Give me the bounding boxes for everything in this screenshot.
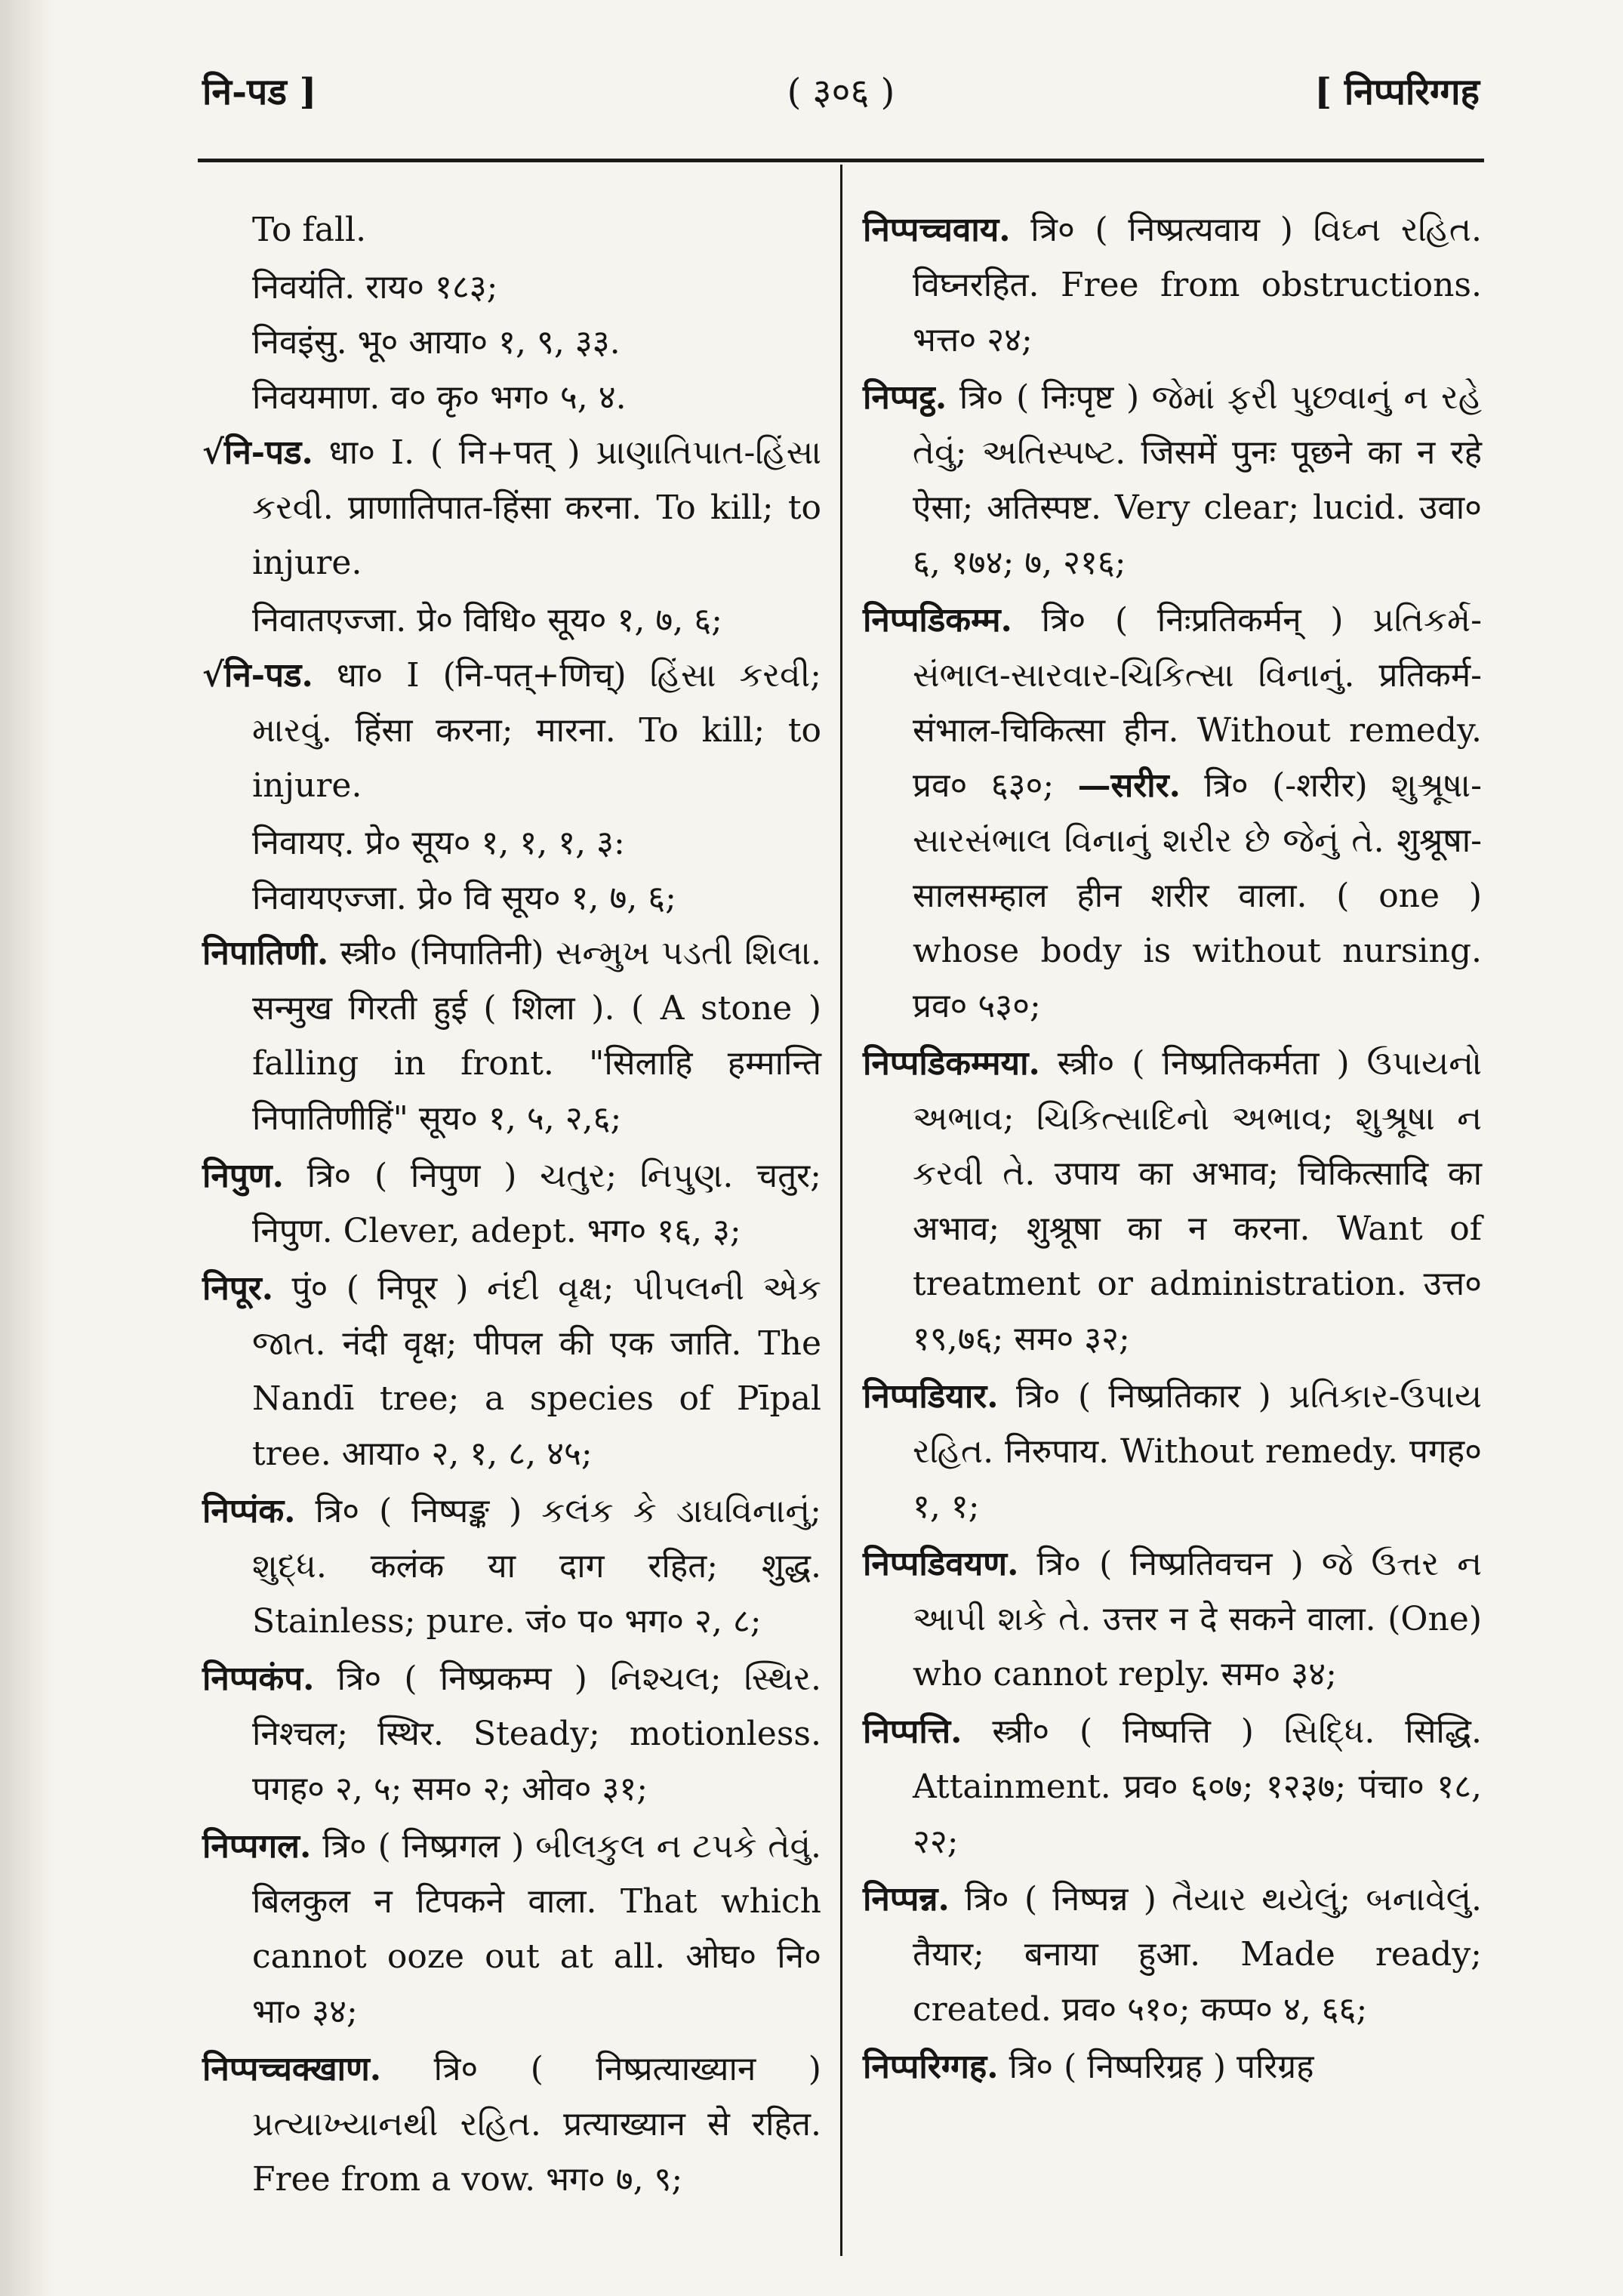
- dictionary-entry: [863, 202, 1482, 368]
- dictionary-entry: [863, 1036, 1482, 1367]
- continued-text: To fall.: [252, 211, 367, 249]
- header-right-guideword: [ निप्परिग्गह: [1314, 71, 1480, 113]
- entry-definition: त्रि० ( निष्प्रतिवचन ) જે ઉત્તર ન આપી શકે તે. उत्तर न दे सकने वाला. (One) who cannot reply. सम० ३४;: [913, 1545, 1482, 1693]
- page-number: ( ३०६ ): [787, 71, 895, 113]
- entry-headword: निपुण.: [202, 1157, 284, 1195]
- entry-definition: त्रि० ( निष्प्रकम्प ) નિશ્ચલ; સ્થિર. निश्चल; स्थिर. Steady; motionless. पगह० २, ५; सम० २; ओव० ३१;: [252, 1660, 821, 1808]
- entry-definition: धा० I. ( नि+पत् ) પ્રાણાતિપાત-હિંસા કરવી. प्राणातिपात-हिंसा करना. To kill; to injure.: [252, 433, 821, 582]
- entry-headword: निप्परिग्गह.: [863, 2048, 999, 2086]
- entry-headword: √नि-पड.: [202, 656, 313, 695]
- entry-definition: त्रि० ( निष्पन्न ) તૈયાર થયેલું; બનાવેલું. तैयार; बनाया हुआ. Made ready; created. प्रव० ५१०; कप्प० ४, ६६;: [913, 1880, 1482, 2029]
- entry-definition: धा० I (नि-पत्+णिच्) હિંસા કરવી; મારવું. हिंसा करना; मारना. To kill; to injure.: [252, 656, 821, 805]
- entry-headword: निप्पडिकम्म.: [863, 601, 1012, 639]
- dictionary-entry: [202, 2042, 821, 2207]
- entry-headword: निप्पडियार.: [863, 1377, 999, 1416]
- sub-reference: निवयंति. राय० १८३;: [252, 268, 498, 307]
- entry-headword: निप्पंक.: [202, 1492, 296, 1530]
- entry-definition: स्त्री० (निपातिनी) સન્મુખ પડતી શિલા. सन्मुख गिरती हुई ( शिला ). ( A stone ) falling in front. "सिलाहि हम्मान्ति निपातिणीहिं" सूय० १, ५, २,६;: [252, 934, 821, 1138]
- dictionary-entry: [202, 1261, 821, 1481]
- entry-headword: निप्पगल.: [202, 1827, 312, 1866]
- entry-definition: त्रि० ( निःप्रतिकर्मन् ) પ્રતિકર્મ-સંભાલ-સારવાર-ચિકિત્સા વિનાનું. प्रतिकर्म-संभाल-चिकित्सा हीन. Without remedy. प्रव० ६३०;: [913, 601, 1482, 805]
- sub-reference: निवयमाण. व० कृ० भग० ५, ४.: [252, 378, 627, 417]
- sub-reference: निवातएज्जा. प्रे० विधि० सूय० १, ७, ६;: [252, 601, 722, 639]
- entry-headword: निपातिणी.: [202, 934, 329, 972]
- right-column: [863, 202, 1482, 2097]
- sub-reference: निवायएज्जा. प्रे० वि सूय० १, ७, ६;: [252, 879, 677, 917]
- entry-headword: निप्पकंप.: [202, 1660, 315, 1698]
- dictionary-entry: [863, 1369, 1482, 1534]
- entry-definition: त्रि० ( निष्प्रत्याख्यान ) પ્રત્યાખ્યાનથી રહિત. प्रत्याख्यान से रहित. Free from a vow. भग० ७, ९;: [252, 2050, 821, 2199]
- dictionary-entry: [202, 425, 821, 590]
- header-rule: [198, 159, 1484, 162]
- dictionary-entry: [202, 926, 821, 1146]
- sub-reference: निवायए. प्रे० सूय० १, १, १, ३:: [252, 824, 625, 862]
- entry-headword: निपूर.: [202, 1269, 274, 1308]
- left-column: [202, 202, 821, 2209]
- entry-headword: निप्पन्न.: [863, 1880, 950, 1918]
- entry-definition: स्त्री० ( निष्पत्ति ) સિદ્ધિ. सिद्धि. Attainment. प्रव० ६०७; १२३७; पंचा० १८, २२;: [913, 1712, 1482, 1861]
- dictionary-entry: [202, 1484, 821, 1649]
- dictionary-entry: [863, 2039, 1482, 2094]
- entry-definition: त्रि० ( निष्प्रगल ) બીલકુલ ન ટપકે તેવું. बिलकुल न टिपकने वाला. That which cannot ooze out at all. ओघ० नि० भा० ३४;: [252, 1827, 821, 2031]
- dictionary-entry: [863, 1872, 1482, 2037]
- dictionary-entry: [863, 1704, 1482, 1869]
- entry-headword: निप्पत्ति.: [863, 1712, 962, 1751]
- dictionary-entry: [202, 1148, 821, 1259]
- entry-headword: निप्पडिवयण.: [863, 1545, 1019, 1583]
- dictionary-entry: [863, 370, 1482, 590]
- entry-headword: निप्पडिकम्मया.: [863, 1044, 1040, 1083]
- entry-definition: त्रि० ( निष्परिग्रह ) परिग्रह: [1009, 2048, 1314, 2086]
- entry-definition: पुं० ( निपूर ) નંદી વૃક્ષ; પીપલની એક જાત. नंदी वृक्ष; पीपल की एक जाति. The Nandī tree; a species of Pīpal tree. आया० २, १, ८, ४५;: [252, 1269, 821, 1473]
- entry-headword: निप्पट्ठ.: [863, 378, 947, 417]
- entry-definition: त्रि० ( निपुण ) ચતુર; નિપુણ. चतुर; निपुण. Clever, adept. भग० १६, ३;: [252, 1157, 821, 1250]
- entry-definition: त्रि० ( निःपृष्ट ) જેમાં ફરી પુછવાનું ન રહે તેવું; અતિસ્પષ્ટ. जिसमें पुनः पूछने का न रहे ऐसा; अतिस्पष्ट. Very clear; lucid. उवा० ६, १७४; ७, २१६;: [913, 378, 1482, 582]
- entry-sub-headword: —सरीर.: [1077, 766, 1181, 805]
- entry-definition: त्रि० ( निष्पङ्क ) કલંક કે ડાઘવિનાનું; શુદ્ધ. कलंक या दाग रहित; शुद्ध. Stainless; pure. जं० प० भग० २, ८;: [252, 1492, 821, 1641]
- entry-headword: निप्पच्चक्खाण.: [202, 2050, 382, 2088]
- entry-headword: √नि-पड.: [202, 433, 313, 472]
- entry-headword: निप्पच्चवाय.: [863, 211, 1011, 249]
- dictionary-entry: [202, 1819, 821, 2039]
- dictionary-entry: [202, 1651, 821, 1817]
- entry-definition: त्रि० ( निष्प्रत्यवाय ) વિઘ્ન રહિત. विघ्नरहित. Free from obstructions. भत्त० २४;: [913, 211, 1482, 359]
- entry-definition: त्रि० ( निष्प्रतिकार ) પ્રતિકાર-ઉપાય રહિત. निरुपाय. Without remedy. पगह० १, १;: [913, 1377, 1482, 1526]
- column-divider: [840, 165, 842, 2256]
- dictionary-entry: [863, 593, 1482, 1034]
- page-header: [202, 66, 1480, 119]
- dictionary-entry: [202, 648, 821, 813]
- dictionary-entry: [863, 1536, 1482, 1702]
- entry-sub-definition: त्रि० (-शरीर) શુશ્રૂષા-સારસંભાલ વિનાનું શરીર છે જેનું તે. शुश्रूषा-सालसम्हाल हीन शरीर वाला. ( one ) whose body is without nursing. प्रव० ५३०;: [913, 766, 1482, 1025]
- scan-edge: [0, 0, 53, 2296]
- header-left-guideword: नि-पड ]: [202, 71, 317, 113]
- entry-definition: स्त्री० ( निष्प्रतिकर्मता ) ઉપાયનો અભાવ; ચિકિત્સાદિનો અભાવ; શુશ્રૂષા ન કરવી તે. उपाय का अभाव; चिकित्सादि का अभाव; शुश्रूषा का न करना. Want of treatment or administration. उत्त० १९,७६; सम० ३२;: [913, 1044, 1482, 1358]
- sub-reference: निवइंसु. भू० आया० १, ९, ३३.: [252, 323, 621, 362]
